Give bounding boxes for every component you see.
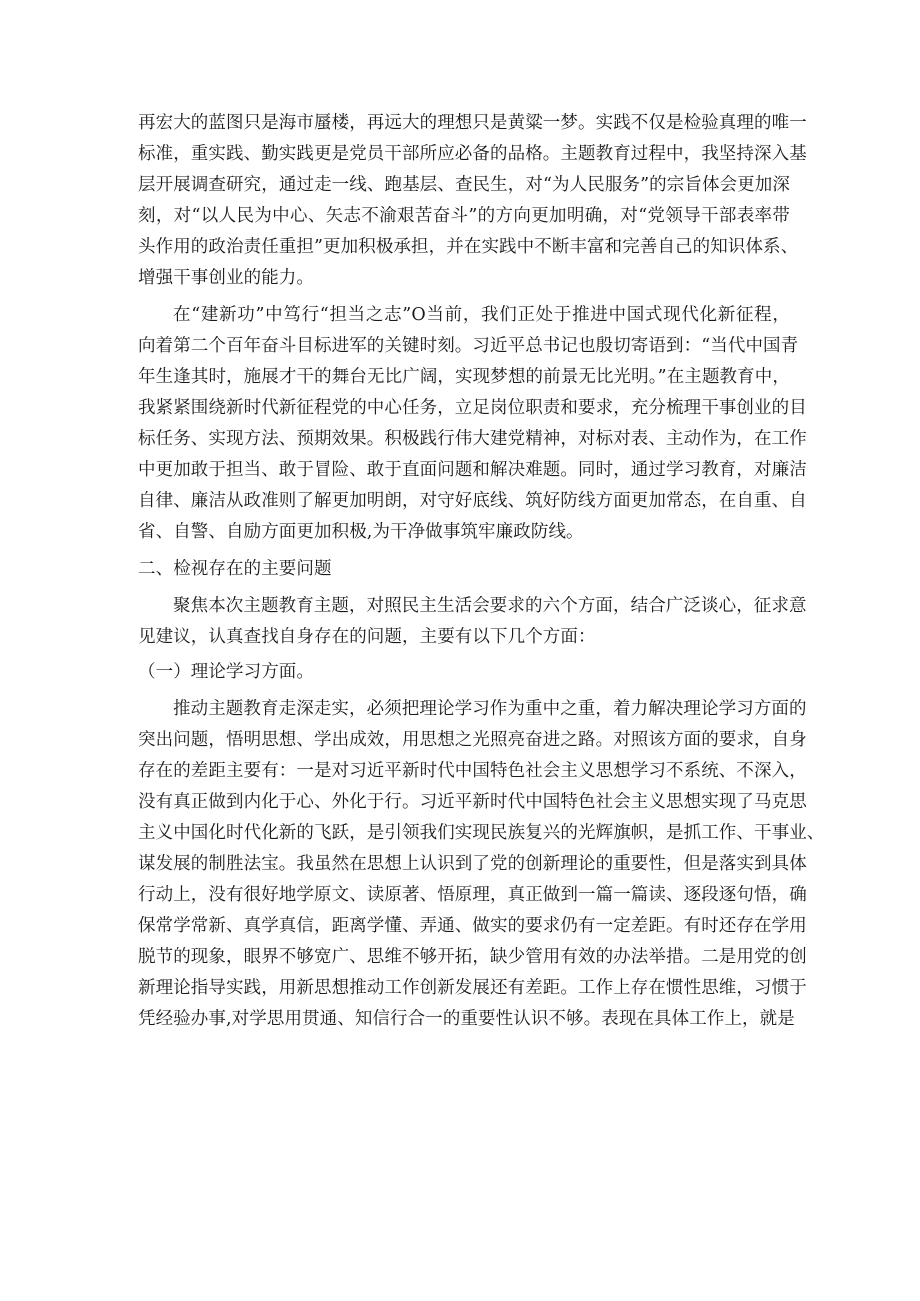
paragraph-new-achievements xyxy=(138,300,807,548)
section-heading: 二、检视存在的主要问题 xyxy=(138,559,332,579)
text-line: 见建议，认真查找自身存在的问题，主要有以下几个方面： xyxy=(138,627,596,647)
text-line: 在“建新功”中笃行“担当之志”O当前，我们正处于推进中国式现代化新征程， xyxy=(173,305,790,325)
text-line: 新理论指导实践，用新思想推动工作创新发展还有差距。工作上存在惯性思维，习惯于 xyxy=(138,978,807,998)
paragraph-theory-study xyxy=(138,694,825,1035)
text-line: 刻，对“以人民为中心、矢志不渝艰苦奋斗”的方向更加明确，对“党领导干部表率带 xyxy=(138,206,790,226)
text-line: 主义中国化时代化新的飞跃，是引领我们实现民族复兴的光辉旗帜，是抓工作、干事业、 xyxy=(138,823,825,843)
text-line: 增强干事创业的能力。 xyxy=(138,268,314,288)
paragraph-practice xyxy=(138,108,807,294)
text-line: 自律、廉洁从政准则了解更加明朗，对守好底线、筑好防线方面更加常态，在自重、自 xyxy=(138,491,807,511)
text-line: 行动上，没有很好地学原文、读原著、悟原理，真正做到一篇一篇读、逐段逐句悟，确 xyxy=(138,885,807,905)
text-line: 年生逢其时，施展才干的舞台无比广阔，实现梦想的前景无比光明。”在主题教育中， xyxy=(138,367,790,387)
subsection-heading: （一）理论学习方面。 xyxy=(138,662,314,682)
text-line: 层开展调查研究，通过走一线、跑基层、查民生，对“为人民服务”的宗旨体会更加深 xyxy=(138,175,790,195)
text-line: 再宏大的蓝图只是海市蜃楼，再远大的理想只是黄粱一梦。实践不仅是检验真理的唯一 xyxy=(138,113,807,133)
text-line: 存在的差距主要有：一是对习近平新时代中国特色社会主义思想学习不系统、不深入， xyxy=(138,761,807,781)
text-line: 脱节的现象，眼界不够宽广、思维不够开拓，缺少管用有效的办法举措。二是用党的创 xyxy=(138,947,807,967)
text-line: 标任务、实现方法、预期效果。积极践行伟大建党精神，对标对表、主动作为，在工作 xyxy=(138,429,807,449)
text-line: 凭经验办事,对学思用贯通、知信行合一的重要性认识不够。表现在具体工作上，就是 xyxy=(138,1009,795,1029)
text-line: 头作用的政治责任重担”更加积极承担，并在实践中不断丰富和完善自己的知识体系、 xyxy=(138,237,799,257)
text-line: 推动主题教育走深走实，必须把理论学习作为重中之重，着力解决理论学习方面的 xyxy=(173,699,807,719)
text-line: 谋发展的制胜法宝。我虽然在思想上认识到了党的创新理论的重要性，但是落实到具体 xyxy=(138,854,807,874)
text-line: 突出问题，悟明思想、学出成效，用思想之光照亮奋进之路。对照该方面的要求，自身 xyxy=(138,730,807,750)
text-line: 省、自警、自励方面更加积极,为干净做事筑牢廉政防线。 xyxy=(138,522,584,542)
text-line: 标准，重实践、勤实践更是党员干部所应必备的品格。主题教育过程中，我坚持深入基 xyxy=(138,144,807,164)
text-line: 我紧紧围绕新时代新征程党的中心任务，立足岗位职责和要求，充分梳理干事创业的目 xyxy=(138,398,807,418)
text-line: 向着第二个百年奋斗目标进军的关键时刻。习近平总书记也殷切寄语到：“当代中国青 xyxy=(138,336,799,356)
text-line: 聚焦本次主题教育主题，对照民主生活会要求的六个方面，结合广泛谈心，征求意 xyxy=(173,596,807,616)
text-line: 中更加敢于担当、敢于冒险、敢于直面问题和解决难题。同时，通过学习教育，对廉洁 xyxy=(138,460,807,480)
document-body xyxy=(138,108,825,1035)
text-line: 没有真正做到内化于心、外化于行。习近平新时代中国特色社会主义思想实现了马克思 xyxy=(138,792,807,812)
text-line: 保常学常新、真学真信，距离学懂、弄通、做实的要求仍有一定差距。有时还存在学用 xyxy=(138,916,807,936)
paragraph-focus xyxy=(138,591,807,653)
